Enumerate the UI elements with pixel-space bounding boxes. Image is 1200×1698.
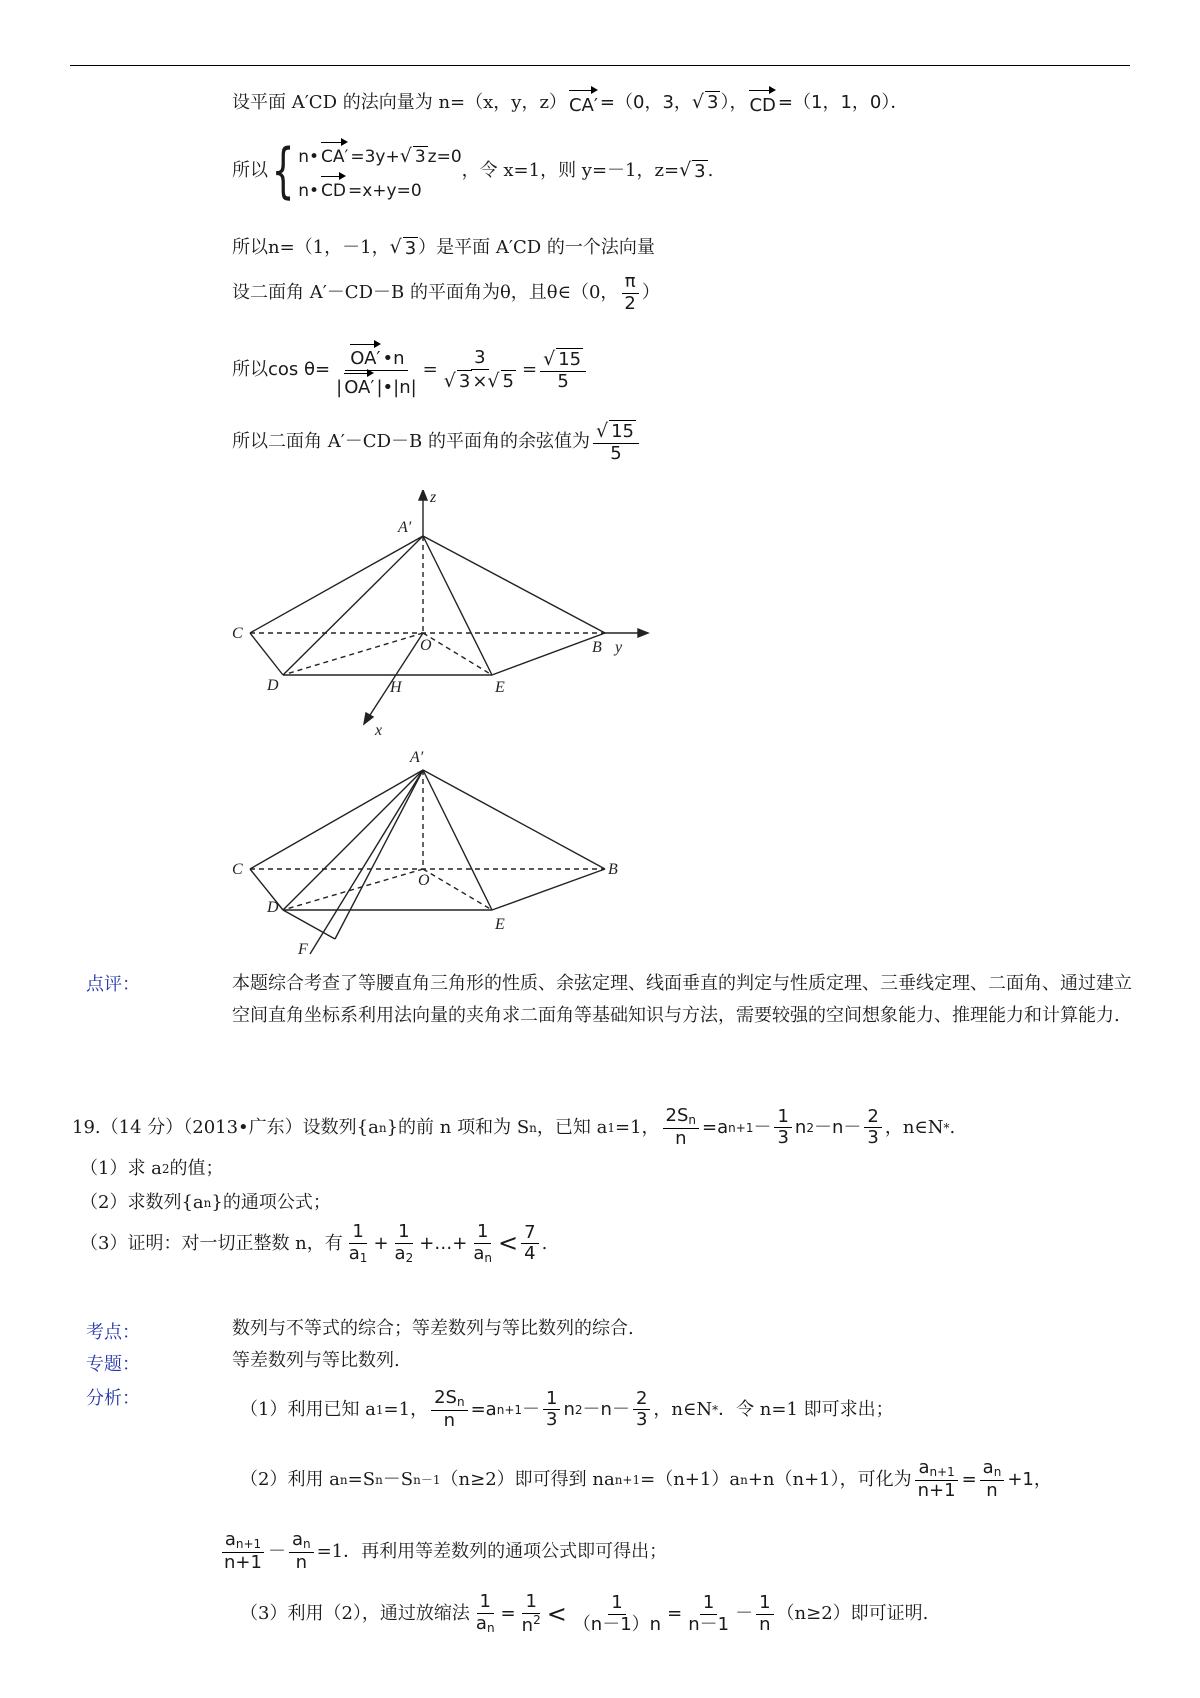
p19-two-thirds bbox=[864, 1107, 881, 1149]
a2-sub1: n bbox=[339, 1472, 348, 1487]
a2-an-letter: a bbox=[982, 1457, 994, 1478]
a2b-eq: =1．再利用等差数列的通项公式即可得出； bbox=[316, 1540, 668, 1562]
cos-num-post: •n bbox=[382, 348, 405, 369]
p19-header: 19.（14 分）（2013•广东）设数列{a bbox=[72, 1116, 379, 1138]
a2-frac-an bbox=[980, 1458, 1005, 1501]
a2-sub4: n+1 bbox=[614, 1472, 641, 1487]
q3-a2 bbox=[392, 1244, 417, 1266]
p19-frac-num bbox=[663, 1106, 700, 1129]
p19-one: 1 bbox=[774, 1107, 791, 1129]
sys2-pre: n• bbox=[298, 180, 319, 201]
a3-frac-an bbox=[473, 1592, 498, 1635]
a2-mid4: =（n+1）a bbox=[640, 1468, 741, 1490]
cos-den-post: |•|n| bbox=[376, 376, 417, 398]
p19-two: 2 bbox=[864, 1107, 881, 1129]
a2b-frac-an1 bbox=[221, 1530, 265, 1573]
a1-frac-2Sn bbox=[431, 1388, 468, 1431]
cos-denominator: | OA′ |•|n| bbox=[333, 371, 420, 399]
a3-end: （n≥2）即可证明. bbox=[776, 1603, 929, 1625]
cos-num2: 3 bbox=[471, 348, 488, 370]
sqrt-sign: √ bbox=[679, 159, 692, 182]
a3-n2-sup: 2 bbox=[533, 1612, 541, 1627]
a2-mid5: +n（n+1），可化为 bbox=[747, 1468, 912, 1490]
conclusion-line bbox=[232, 420, 642, 465]
p19-q1 bbox=[80, 1158, 224, 1180]
q3-dots: +…+ bbox=[419, 1232, 468, 1254]
system-line-2 bbox=[298, 174, 461, 201]
fig1-label-C: C bbox=[232, 625, 243, 642]
q3-a2-letter: a bbox=[394, 1242, 406, 1264]
sys-after-sqrt: 3 bbox=[694, 160, 706, 182]
a3-n2 bbox=[519, 1614, 544, 1637]
p19-2S: 2S bbox=[665, 1105, 689, 1126]
a2-pre: （2）利用 a bbox=[240, 1468, 340, 1490]
a3-an-sub: n bbox=[486, 1621, 495, 1636]
p19-period: . bbox=[949, 1116, 956, 1138]
a1-n: n bbox=[563, 1398, 575, 1420]
a3-frac-n bbox=[756, 1593, 773, 1635]
sqrt-sign: √ bbox=[389, 236, 402, 258]
q3-seven: 7 bbox=[521, 1223, 538, 1245]
fenxi-label: 分析： bbox=[86, 1388, 140, 1409]
a3-frac-nm1 bbox=[685, 1593, 732, 1635]
p19-frac-2Sn bbox=[663, 1106, 700, 1149]
q3-plus: + bbox=[373, 1232, 389, 1254]
equation-system-line bbox=[232, 135, 714, 206]
angle-intro: 设二面角 A′－CD－B 的平面角为θ，且θ∈（0， bbox=[232, 282, 619, 304]
p19-rhs: =a bbox=[702, 1116, 729, 1138]
sys2-post: =x+y=0 bbox=[347, 180, 422, 201]
fig1-label-H: H bbox=[390, 679, 402, 696]
a3-nm1: n－1 bbox=[688, 1613, 730, 1635]
a2-frac-an1 bbox=[915, 1458, 959, 1501]
a3-one2: 1 bbox=[522, 1592, 539, 1614]
q1-text: （1）求 a bbox=[80, 1158, 162, 1179]
sqrt-sign: √ bbox=[691, 90, 705, 113]
a1-rhs: =a bbox=[470, 1398, 497, 1420]
a1-pre: （1）利用已知 a bbox=[240, 1398, 376, 1420]
fig1-label-B: B bbox=[592, 639, 602, 656]
a2-mid3: （n≥2）即可得到 na bbox=[440, 1468, 615, 1490]
fig2-label-D: D bbox=[267, 899, 279, 916]
a2-mid1: =S bbox=[347, 1468, 376, 1490]
a2-an1 bbox=[915, 1458, 957, 1481]
sys1-pre: n• bbox=[298, 147, 319, 167]
eq-sign: = bbox=[521, 359, 538, 381]
figure-2-pyramid bbox=[230, 732, 650, 957]
p19-sub1: n bbox=[378, 1120, 387, 1135]
conclusion-fraction bbox=[593, 420, 639, 465]
sqrt3-value: 3 bbox=[707, 92, 719, 114]
p19-minus: － bbox=[753, 1116, 772, 1138]
q3-frac-a1 bbox=[346, 1222, 371, 1265]
normal-result-post: ）是平面 A′CD 的一个法向量 bbox=[418, 236, 655, 258]
kaodian-text: 数列与不等式的综合；等差数列与等比数列的综合. bbox=[232, 1318, 634, 1339]
p19-header2: }的前 n 项和为 S bbox=[386, 1116, 530, 1138]
a3-den: （n－1）n bbox=[572, 1613, 662, 1635]
cos-fraction bbox=[333, 342, 420, 398]
q1-end: 的值； bbox=[169, 1158, 224, 1179]
a1-minus: － bbox=[522, 1398, 541, 1420]
q3-seven-fourths bbox=[521, 1223, 538, 1265]
a2b-n: n bbox=[295, 1551, 307, 1573]
a3-an-letter: a bbox=[475, 1613, 487, 1635]
top-rule bbox=[70, 65, 1130, 66]
p19-nN: ，n∈N bbox=[884, 1116, 944, 1138]
analysis-2b bbox=[218, 1530, 667, 1573]
figure-1-pyramid bbox=[230, 490, 650, 740]
p19-2S-sub: n bbox=[688, 1113, 697, 1127]
p19-sub2: n bbox=[529, 1120, 537, 1135]
p19-q3 bbox=[80, 1222, 547, 1265]
a1-2S: 2S bbox=[434, 1387, 457, 1408]
fig2-label-O: O bbox=[418, 872, 430, 889]
q3-a1 bbox=[346, 1244, 371, 1266]
p19-nN-sup: * bbox=[943, 1120, 950, 1135]
sqrt15: 15 bbox=[558, 348, 582, 370]
comment-text: 本题综合考查了等腰直角三角形的性质、余弦定理、线面垂直的判定与性质定理、三垂线定理、二面角、通过建立空间直角坐标系利用法向量的夹角求二面角等基础知识与方法，需要较强的空间想象能力、推理能力和计算能力. bbox=[232, 973, 1132, 1026]
a3-minus: － bbox=[735, 1603, 754, 1625]
zhuanti-text: 等差数列与等比数列. bbox=[232, 1350, 400, 1371]
analysis-1 bbox=[240, 1388, 894, 1431]
a3-eq1: = bbox=[500, 1603, 516, 1625]
p19-header4: =1， bbox=[614, 1116, 660, 1138]
a3-n: n bbox=[759, 1613, 771, 1635]
q3-four: 4 bbox=[524, 1243, 536, 1265]
a1-sup: * bbox=[712, 1402, 719, 1417]
q3-text: （3）证明：对一切正整数 n，有 bbox=[80, 1232, 343, 1254]
fig1-label-E: E bbox=[495, 679, 505, 696]
p19-minus-n: －n－ bbox=[813, 1116, 862, 1138]
p19-three: 3 bbox=[777, 1127, 789, 1149]
q3-one3: 1 bbox=[474, 1222, 491, 1244]
sys1-vec: CA′ bbox=[321, 140, 348, 167]
vector-CA-value: =（0，3， bbox=[599, 91, 692, 113]
conclusion-five: 5 bbox=[610, 442, 622, 464]
a1-two: 2 bbox=[633, 1389, 650, 1411]
normal-vector-intro: 设平面 A′CD 的法向量为 n=（x，y，z） bbox=[232, 91, 567, 113]
a3-lt: < bbox=[546, 1599, 567, 1628]
sys-after-end: . bbox=[707, 159, 714, 181]
q3-an-sub: n bbox=[484, 1250, 493, 1265]
a2-an1-letter: a bbox=[918, 1457, 930, 1478]
a2-an1-sub: n+1 bbox=[929, 1465, 955, 1479]
a1-frac-den: n bbox=[443, 1409, 456, 1431]
vector-CD-value: =（1，1，0）． bbox=[777, 91, 909, 113]
q2-text: （2）求数列{a bbox=[80, 1192, 204, 1213]
q3-one1: 1 bbox=[349, 1222, 366, 1244]
conclusion-num: √ 15 bbox=[593, 420, 639, 444]
cos-result bbox=[540, 348, 586, 393]
a1-n-sup: 2 bbox=[574, 1402, 583, 1417]
times: × bbox=[472, 370, 488, 392]
a2b-an-sub: n bbox=[302, 1537, 311, 1551]
a2-sub2: n bbox=[375, 1472, 383, 1487]
brace: { bbox=[271, 135, 295, 206]
two: 2 bbox=[624, 292, 636, 314]
pi: π bbox=[622, 272, 639, 294]
fig1-label-O: O bbox=[420, 637, 432, 654]
p19-frac-den: n bbox=[675, 1127, 687, 1149]
a2-sub3: n－1 bbox=[413, 1472, 441, 1487]
sys1-sqrt: 3 bbox=[414, 147, 426, 167]
vector-CA-close: ）， bbox=[720, 91, 748, 113]
q3-lt: < bbox=[498, 1229, 519, 1258]
q3-a2-sub: 2 bbox=[405, 1250, 414, 1265]
q3-a1-letter: a bbox=[348, 1242, 360, 1264]
a2b-an1-sub: n+1 bbox=[235, 1537, 262, 1551]
fig1-label-D: D bbox=[267, 677, 279, 694]
a3-n2-letter: n bbox=[521, 1614, 534, 1636]
a1-post: ，n∈N bbox=[653, 1398, 713, 1420]
p19-n-sup: 2 bbox=[806, 1120, 814, 1135]
a1-two-thirds bbox=[633, 1389, 650, 1431]
fig1-label-z: z bbox=[430, 490, 437, 506]
a1-frac-num bbox=[431, 1388, 468, 1411]
a2b-an1-letter: a bbox=[224, 1529, 236, 1550]
cos-num-vec: OA′ bbox=[350, 342, 380, 370]
q3-an bbox=[470, 1244, 495, 1266]
a3-pre: （3）利用（2），通过放缩法 bbox=[240, 1603, 470, 1625]
so-label: 所以 bbox=[232, 159, 268, 181]
a1-one: 1 bbox=[543, 1389, 560, 1411]
analysis-3 bbox=[240, 1592, 928, 1636]
angle-intro-line bbox=[232, 272, 660, 314]
q3-a1-sub: 1 bbox=[359, 1250, 368, 1265]
q3-frac-a2 bbox=[392, 1222, 417, 1265]
p19-one-third bbox=[774, 1107, 791, 1149]
a3-eq2: = bbox=[667, 1603, 683, 1625]
kaodian-label: 考点： bbox=[86, 1322, 140, 1343]
cos-fraction-2 bbox=[441, 348, 519, 393]
a2-an-sub: n bbox=[993, 1465, 1002, 1479]
a2b-an-letter: a bbox=[291, 1529, 303, 1550]
a2-n: n bbox=[986, 1479, 998, 1501]
p19-rhs-sub: n+1 bbox=[728, 1120, 754, 1135]
a1-mid: =1， bbox=[383, 1398, 429, 1420]
a2b-an1 bbox=[222, 1530, 264, 1553]
a2-sub5: n bbox=[740, 1472, 748, 1487]
a2-mid2: －S bbox=[382, 1468, 414, 1490]
fig2-label-E: E bbox=[495, 916, 505, 933]
comment-label: 点评： bbox=[86, 974, 140, 995]
fig1-label-x: x bbox=[375, 722, 383, 739]
p19-header3: ，已知 a bbox=[536, 1116, 608, 1138]
a2b-minus: － bbox=[267, 1540, 286, 1562]
q2-end: }的通项公式； bbox=[211, 1192, 331, 1213]
a3-an bbox=[473, 1614, 498, 1636]
cos-numerator bbox=[345, 342, 407, 371]
normal-result-pre: 所以n=（1，－1， bbox=[232, 236, 390, 258]
cos-pre: 所以cos θ= bbox=[232, 359, 331, 381]
q1-sub: 2 bbox=[161, 1161, 170, 1176]
a2-an bbox=[980, 1458, 1005, 1481]
fig2-label-A: A′ bbox=[410, 749, 424, 766]
system-lines bbox=[298, 140, 461, 201]
conclusion-sqrt15: 15 bbox=[611, 421, 634, 442]
zhuanti-label: 专题： bbox=[86, 1354, 140, 1375]
q3-frac-an bbox=[470, 1222, 495, 1265]
angle-close: ） bbox=[641, 282, 660, 304]
normal-vector-line bbox=[232, 88, 908, 117]
vector-CA: CA′ bbox=[569, 88, 598, 117]
a3-one4: 1 bbox=[700, 1593, 717, 1615]
a1-end: ．令 n=1 即可求出； bbox=[718, 1398, 894, 1420]
a1-sub: 1 bbox=[375, 1402, 384, 1417]
q3-end: . bbox=[541, 1232, 548, 1254]
a1-three: 3 bbox=[546, 1409, 558, 1431]
system-line-1 bbox=[298, 140, 461, 168]
cos-den2: √ 3 ×√ 5 bbox=[443, 369, 514, 392]
p19-n: n bbox=[794, 1116, 807, 1138]
a2-n1: n+1 bbox=[917, 1479, 956, 1501]
five: 5 bbox=[557, 370, 569, 392]
a3-frac-n2 bbox=[519, 1592, 544, 1636]
p19-sub3: 1 bbox=[607, 1120, 615, 1135]
a3-one5: 1 bbox=[756, 1593, 773, 1615]
sys1-end: z=0 bbox=[427, 147, 462, 167]
a1-2S-sub: n bbox=[456, 1395, 465, 1409]
q2-sub: n bbox=[203, 1195, 212, 1210]
q3-an-letter: a bbox=[473, 1242, 485, 1264]
equation-system bbox=[268, 135, 462, 206]
p19-three2: 3 bbox=[867, 1127, 879, 1149]
a1-one-third bbox=[543, 1389, 560, 1431]
fig1-label-A: A′ bbox=[398, 519, 412, 536]
a3-frac-nm1n bbox=[570, 1593, 664, 1635]
a2b-n1: n+1 bbox=[224, 1551, 262, 1573]
a3-one3: 1 bbox=[608, 1593, 625, 1615]
sys-after: ，令 x=1，则 y=－1，z= bbox=[461, 159, 680, 181]
conclusion: 所以二面角 A′－CD－B 的平面角的余弦值为 bbox=[232, 431, 590, 453]
a3-one1: 1 bbox=[477, 1592, 494, 1614]
fig2-label-F: F bbox=[298, 941, 308, 957]
cos-den-vec: OA′ bbox=[344, 371, 374, 399]
pi-over-2 bbox=[621, 272, 638, 314]
cos-result-num: √ 15 bbox=[540, 348, 586, 372]
eq-sign: = bbox=[422, 359, 438, 381]
vector-CD: CD bbox=[749, 88, 775, 117]
sys1-post: =3y+ bbox=[350, 147, 400, 167]
sqrt-sign: √ bbox=[399, 145, 412, 167]
fig2-label-B: B bbox=[608, 861, 618, 878]
a2-plus1: +1， bbox=[1007, 1468, 1052, 1490]
normal-result-sqrt: 3 bbox=[404, 237, 417, 259]
a1-minus-n: －n－ bbox=[582, 1398, 630, 1420]
a2b-an bbox=[289, 1530, 314, 1553]
a2-eq: = bbox=[961, 1468, 977, 1490]
den-sqrt3: 3 bbox=[458, 370, 471, 392]
fig1-label-y: y bbox=[615, 639, 623, 656]
q3-one2: 1 bbox=[395, 1222, 412, 1244]
p19-q2 bbox=[80, 1192, 331, 1214]
a1-three2: 3 bbox=[635, 1409, 648, 1431]
problem-19-header bbox=[72, 1106, 955, 1149]
a1-rhs-sub: n+1 bbox=[496, 1402, 523, 1417]
den-sqrt5: 5 bbox=[502, 370, 514, 392]
sys2-vec: CD bbox=[321, 174, 346, 201]
fig2-label-C: C bbox=[232, 861, 243, 878]
normal-result-line bbox=[232, 236, 655, 259]
a2b-frac-an bbox=[289, 1530, 314, 1573]
analysis-2 bbox=[240, 1458, 1052, 1501]
cos-theta-line bbox=[232, 342, 589, 398]
